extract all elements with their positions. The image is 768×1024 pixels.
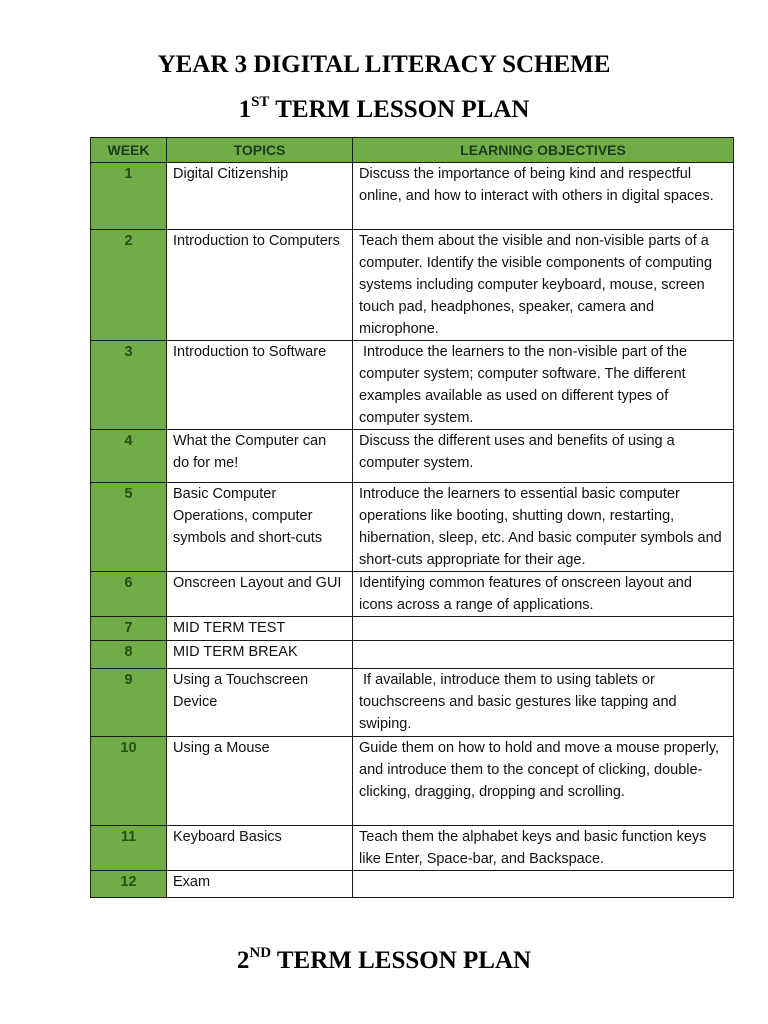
table-row [91,163,734,230]
topic-cell: Introduction to Computers [167,230,353,341]
objective-cell: Identifying common features of onscreen layout and icons across a range of applications. [353,572,734,617]
topic-cell: Digital Citizenship [167,163,353,230]
topic-cell: Basic Computer Operations, computer symbols and short-cuts [167,483,353,572]
term1-heading [0,94,768,123]
term2-heading-text: TERM LESSON PLAN [271,947,532,974]
objective-cell [353,641,734,669]
topic-cell: Using a Touchscreen Device [167,669,353,737]
table-row [91,826,734,871]
table-row [91,669,734,737]
objective-cell [353,871,734,898]
table-row [91,871,734,898]
table-header-row [91,138,734,163]
objective-cell: Teach them the alphabet keys and basic function keys like Enter, Space-bar, and Backspace. [353,826,734,871]
week-cell: 3 [91,341,167,430]
week-cell: 10 [91,737,167,826]
term1-number: 1 [238,96,252,123]
scheme-title-text: YEAR 3 DIGITAL LITERACY SCHEME [157,51,611,78]
week-cell: 7 [91,617,167,641]
table-row [91,572,734,617]
table-row [91,617,734,641]
week-cell: 4 [91,430,167,483]
topic-cell: Using a Mouse [167,737,353,826]
table-row [91,341,734,430]
term2-suffix: ND [249,945,272,961]
objective-cell: Discuss the importance of being kind and respectful online, and how to interact with others in digital spaces. [353,163,734,230]
table-row [91,230,734,341]
term2-number: 2 [236,947,250,974]
week-cell: 5 [91,483,167,572]
topic-cell: Exam [167,871,353,898]
topic-cell: Introduction to Software [167,341,353,430]
week-cell: 2 [91,230,167,341]
objective-cell: Teach them about the visible and non-visible parts of a computer. Identify the visible components of computing systems including computer keyboard, mouse, screen touch pad, headphones, speaker, camera and microphone. [353,230,734,341]
objectives-column-header: LEARNING OBJECTIVES [353,138,734,163]
week-cell: 8 [91,641,167,669]
week-column-header: WEEK [91,138,167,163]
term2-heading [0,945,768,974]
objective-cell: Guide them on how to hold and move a mouse properly, and introduce them to the concept of clicking, double-clicking, dragging, dropping and scrolling. [353,737,734,826]
table-row [91,737,734,826]
topic-cell: MID TERM TEST [167,617,353,641]
term1-heading-text: TERM LESSON PLAN [269,96,530,123]
topic-cell: MID TERM BREAK [167,641,353,669]
objective-cell [353,617,734,641]
topic-cell: What the Computer can do for me! [167,430,353,483]
week-cell: 11 [91,826,167,871]
table-row [91,430,734,483]
week-cell: 6 [91,572,167,617]
lesson-plan-table [90,137,734,898]
objective-cell: If available, introduce them to using tablets or touchscreens and basic gestures like tapping and swiping. [353,669,734,737]
week-cell: 9 [91,669,167,737]
table-row [91,641,734,669]
objective-cell: Discuss the different uses and benefits of using a computer system. [353,430,734,483]
topic-cell: Keyboard Basics [167,826,353,871]
objective-cell: Introduce the learners to the non-visible part of the computer system; computer software. The different examples available as used on different types of computer system. [353,341,734,430]
topics-column-header: TOPICS [167,138,353,163]
table-row [91,483,734,572]
week-cell: 12 [91,871,167,898]
objective-cell: Introduce the learners to essential basic computer operations like booting, shutting down, restarting, hibernation, sleep, etc. And basic computer symbols and short-cuts appropriate for their age. [353,483,734,572]
term1-suffix: ST [251,94,270,110]
scheme-title [0,52,768,77]
week-cell: 1 [91,163,167,230]
topic-cell: Onscreen Layout and GUI [167,572,353,617]
